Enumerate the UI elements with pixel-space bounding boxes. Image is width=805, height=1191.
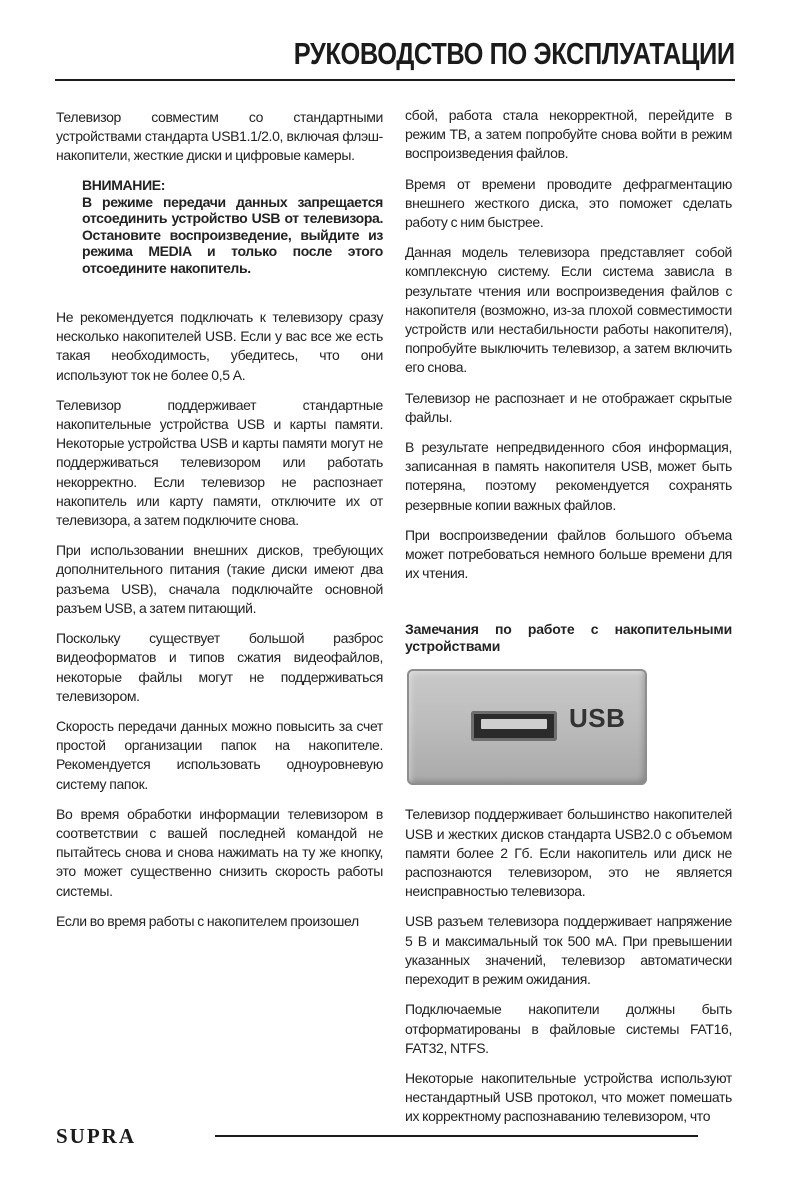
usb-port-tongue: [481, 719, 547, 729]
warning-text: В режиме передачи данных запрещается отсоединить устройство USB от телевизора. Остановите воспроизведение, выйдите из режима MEDIA и только после этого отсоедините накопитель.: [82, 194, 383, 276]
paragraph: Некоторые накопительные устройства используют нестандартный USB протокол, что может помешать их корректному распознаванию телевизором, что: [405, 1069, 732, 1125]
header-divider: [55, 79, 735, 81]
paragraph: Во время обработки информации телевизором в соответствии с вашей последней командой не пытайтесь снова и снова нажимать на ту же кнопку, это может существенно снизить скорость работы системы.: [56, 805, 383, 899]
paragraph: Не рекомендуется подключать к телевизору сразу несколько накопителей USB. Если у вас все же есть такая необходимость, убедитесь, что они используют ток не более 0,5 А.: [56, 309, 383, 383]
paragraph: Поскольку существует большой разброс видеоформатов и типов сжатия видеофайлов, некоторые файлы могут не поддерживаться телевизором.: [56, 630, 383, 704]
page-title: РУКОВОДСТВО ПО ЭКСПЛУАТАЦИИ: [294, 36, 735, 71]
footer-divider: [215, 1135, 698, 1137]
paragraph: При использовании внешних дисков, требующих дополнительного питания (такие диски имеют два разъема USB), сначала подключайте основной разъем USB, а затем питающий.: [56, 542, 383, 616]
intro-paragraph: Телевизор совместим со стандартными устройствами стандарта USB1.1/2.0, включая флэш-накопители, жесткие диски и цифровые камеры.: [56, 109, 383, 164]
paragraph: Время от времени проводите дефрагментацию внешнего жесткого диска, это поможет сделать работу с ним быстрее.: [405, 175, 732, 231]
warning-title: ВНИМАНИЕ:: [82, 176, 166, 193]
usb-label: USB: [569, 703, 626, 734]
paragraph: При воспроизведении файлов большого объема может потребоваться немного больше времени для их чтения.: [405, 526, 732, 582]
paragraph: Телевизор не распознает и не отображает скрытые файлы.: [405, 389, 732, 425]
paragraph: Если во время работы с накопителем произошел: [56, 912, 359, 929]
brand-logo: SUPRA: [56, 1124, 137, 1148]
paragraph: Данная модель телевизора представляет собой комплексную систему. Если система зависла в результате чтения или воспроизведения файлов с накопителя (возможно, из-за плохой совместимости устройств или нестабильности работы накопителя), попробуйте выключить телевизор, а затем включить его снова.: [405, 244, 732, 376]
paragraph: Скорость передачи данных можно повысить за счет простой организации папок на накопителе. Рекомендуется использовать одноуровневую систему папок.: [56, 717, 383, 792]
section-heading: Замечания по работе с накопительными устройствами: [405, 621, 732, 655]
usb-port-photo: [407, 669, 647, 785]
right-column: [405, 106, 732, 1138]
left-column: [56, 108, 383, 942]
paragraph: сбой, работа стала некорректной, перейдите в режим ТВ, а затем попробуйте снова войти в режим воспроизведения файлов.: [405, 107, 732, 162]
warning-block: [82, 177, 383, 276]
paragraph: Телевизор поддерживает большинство накопителей USB и жестких дисков стандарта USB2.0 с объемом памяти более 2 Гб. Если накопитель или диск не распознаются телевизором, это не является неисправностью телевизора.: [405, 806, 732, 900]
paragraph: Телевизор поддерживает стандартные накопительные устройства USB и карты памяти. Некоторые устройства USB и карты памяти могут не поддерживаться телевизором или работать некорректно. Если телевизор не распознает накопитель или карту памяти, отключите их от телевизора, а затем подключите снова.: [56, 396, 383, 529]
paragraph: USB разъем телевизора поддерживает напряжение 5 В и максимальный ток 500 мА. При превышении указанных значений, телевизор автоматически переходит в режим ожидания.: [405, 913, 732, 988]
paragraph: Подключаемые накопители должны быть отформатированы в файловые системы FAT16, FAT32, NTFS.: [405, 1001, 732, 1056]
paragraph: В результате непредвиденного сбоя информация, записанная в память накопителя USB, может быть потеряна, поэтому рекомендуется сохранять резервные копии важных файлов.: [405, 439, 732, 513]
